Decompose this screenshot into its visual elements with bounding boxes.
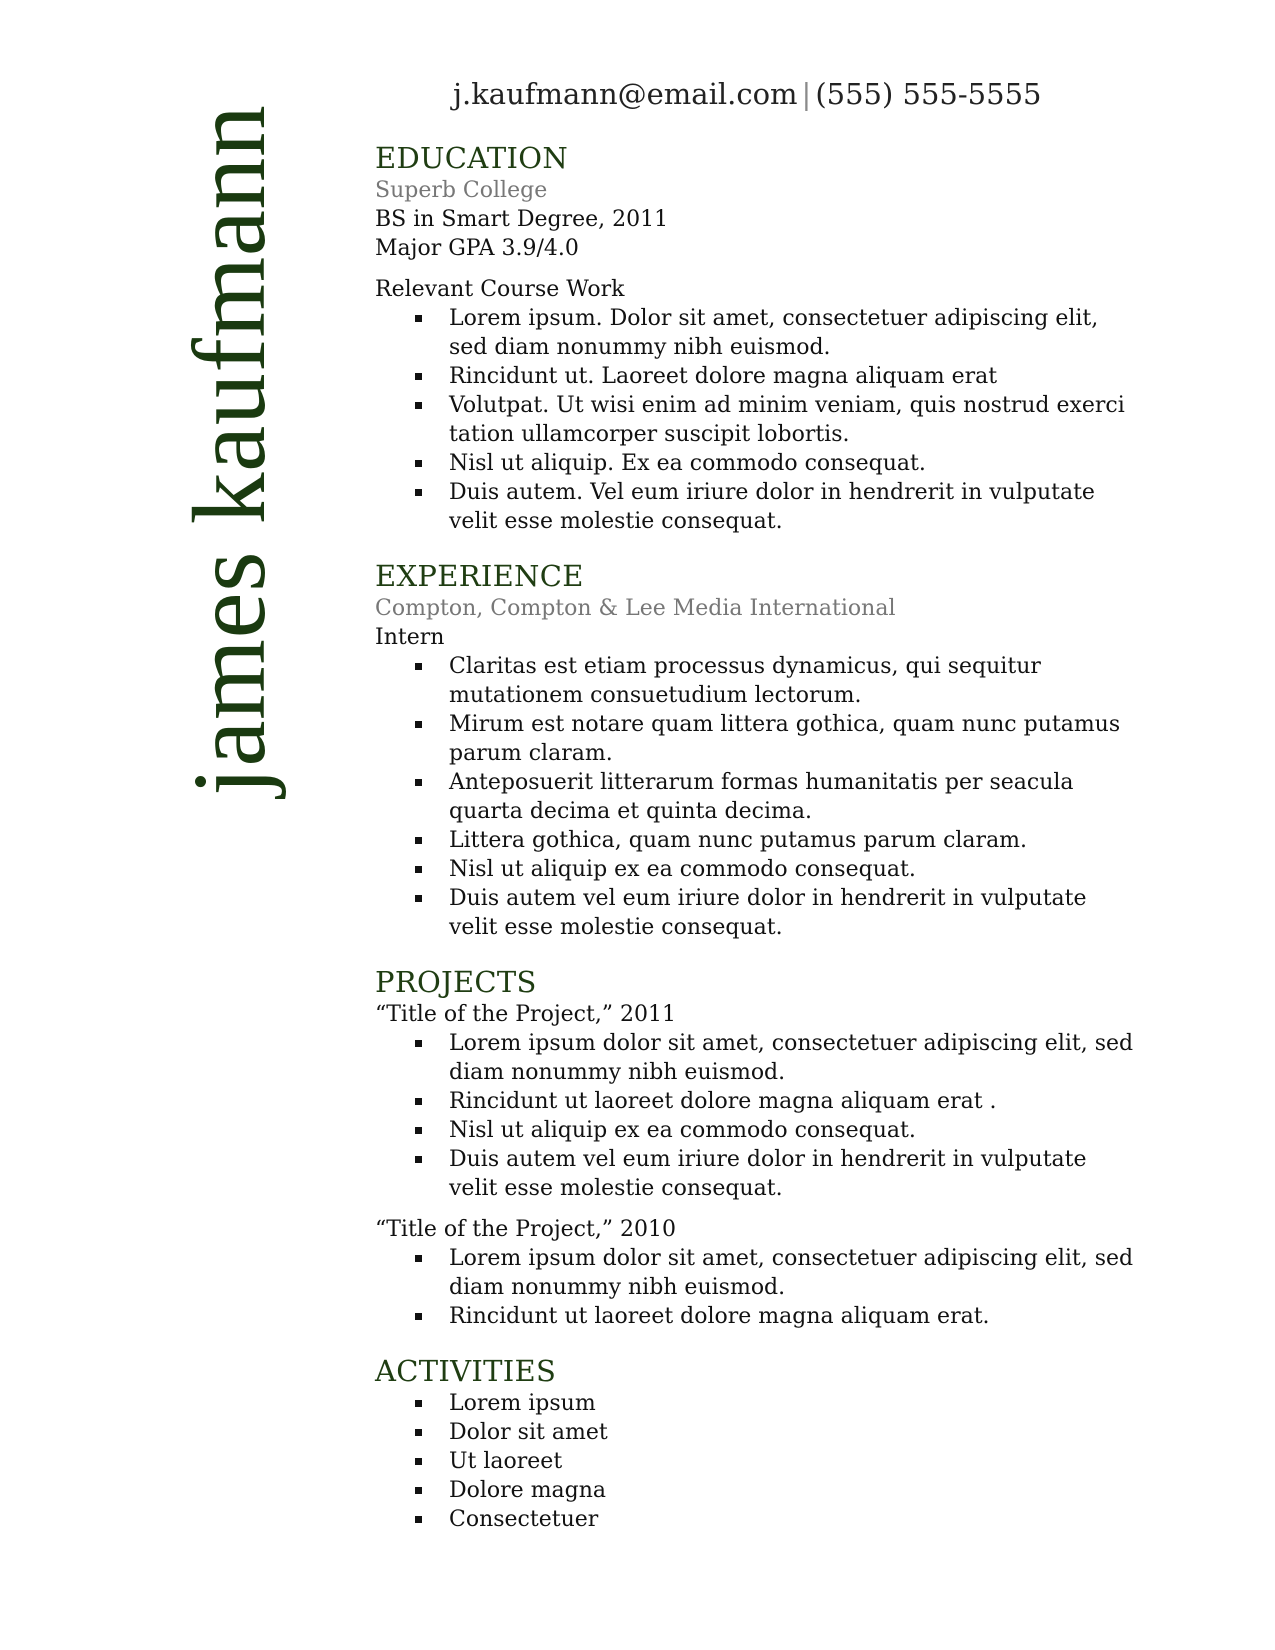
list-item: Claritas est etiam processus dynamicus, qui sequitur mutationem consuetudium lectorum.	[449, 652, 1135, 710]
list-item: Rincidunt ut laoreet dolore magna aliquam erat .	[449, 1087, 1135, 1116]
activities-list	[375, 1389, 1135, 1534]
role-title: Intern	[375, 625, 445, 650]
list-item: Mirum est notare quam littera gothica, quam nunc putamus parum claram.	[449, 710, 1135, 768]
email-text: j.kaufmann@email.com	[453, 77, 798, 111]
experience-section	[375, 558, 1135, 942]
list-item: Duis autem. Vel eum iriure dolor in hendrerit in vulputate velit esse molestie consequat.	[449, 478, 1135, 536]
contact-separator: |	[801, 77, 812, 111]
experience-heading: EXPERIENCE	[375, 559, 584, 593]
list-item: Nisl ut aliquip ex ea commodo consequat.	[449, 1116, 1135, 1145]
projects-section	[375, 964, 1135, 1331]
list-item: Nisl ut aliquip. Ex ea commodo consequat.	[449, 449, 1135, 478]
project-title: “Title of the Project,” 2011	[375, 1002, 677, 1027]
school-name: Superb College	[375, 178, 548, 203]
list-item: Anteposuerit litterarum formas humanitatis per seacula quarta decima et quinta decima.	[449, 768, 1135, 826]
spacer	[375, 263, 1135, 275]
project-items	[375, 1244, 1135, 1331]
list-item: Duis autem vel eum iriure dolor in hendrerit in vulputate velit esse molestie consequat.	[449, 884, 1135, 942]
coursework-label: Relevant Course Work	[375, 277, 625, 302]
list-item: Nisl ut aliquip ex ea commodo consequat.	[449, 855, 1135, 884]
list-item: Littera gothica, quam nunc putamus parum claram.	[449, 826, 1135, 855]
list-item: Consectetuer	[449, 1505, 1135, 1534]
list-item: Rincidunt ut. Laoreet dolore magna aliquam erat	[449, 362, 1135, 391]
gpa-line: Major GPA 3.9/4.0	[375, 236, 579, 261]
education-heading: EDUCATION	[375, 141, 569, 175]
experience-list	[375, 652, 1135, 942]
company-name: Compton, Compton & Lee Media International	[375, 596, 896, 621]
education-section	[375, 140, 1135, 536]
list-item: Lorem ipsum. Dolor sit amet, consectetuer adipiscing elit, sed diam nonummy nibh euismod.	[449, 304, 1135, 362]
spacer	[375, 1203, 1135, 1215]
project-items	[375, 1029, 1135, 1203]
project-title: “Title of the Project,” 2010	[375, 1217, 677, 1242]
coursework-list	[375, 304, 1135, 536]
list-item: Dolore magna	[449, 1476, 1135, 1505]
candidate-name: james kaufmann	[172, 104, 287, 796]
list-item: Lorem ipsum	[449, 1389, 1135, 1418]
list-item: Lorem ipsum dolor sit amet, consectetuer adipiscing elit, sed diam nonummy nibh euismod.	[449, 1246, 1134, 1300]
list-item: Duis autem vel eum iriure dolor in hendrerit in vulputate velit esse molestie consequat.	[449, 1145, 1135, 1203]
list-item: Lorem ipsum dolor sit amet, consectetuer adipiscing elit, sed diam nonummy nibh euismod.	[449, 1031, 1134, 1085]
resume-content	[375, 140, 1135, 1556]
list-item: Volutpat. Ut wisi enim ad minim veniam, quis nostrud exerci tation ullamcorper suscipit lobortis.	[449, 391, 1135, 449]
activities-section	[375, 1353, 1135, 1534]
phone-text: (555) 555-5555	[815, 77, 1042, 111]
list-item: Ut laoreet	[449, 1447, 1135, 1476]
list-item: Dolor sit amet	[449, 1418, 1135, 1447]
activities-heading: ACTIVITIES	[375, 1354, 557, 1388]
degree-line: BS in Smart Degree, 2011	[375, 207, 669, 232]
list-item: Rincidunt ut laoreet dolore magna aliquam erat.	[449, 1302, 1135, 1331]
contact-line	[453, 74, 1041, 114]
vertical-name-container	[172, 88, 287, 796]
projects-heading: PROJECTS	[375, 965, 537, 999]
